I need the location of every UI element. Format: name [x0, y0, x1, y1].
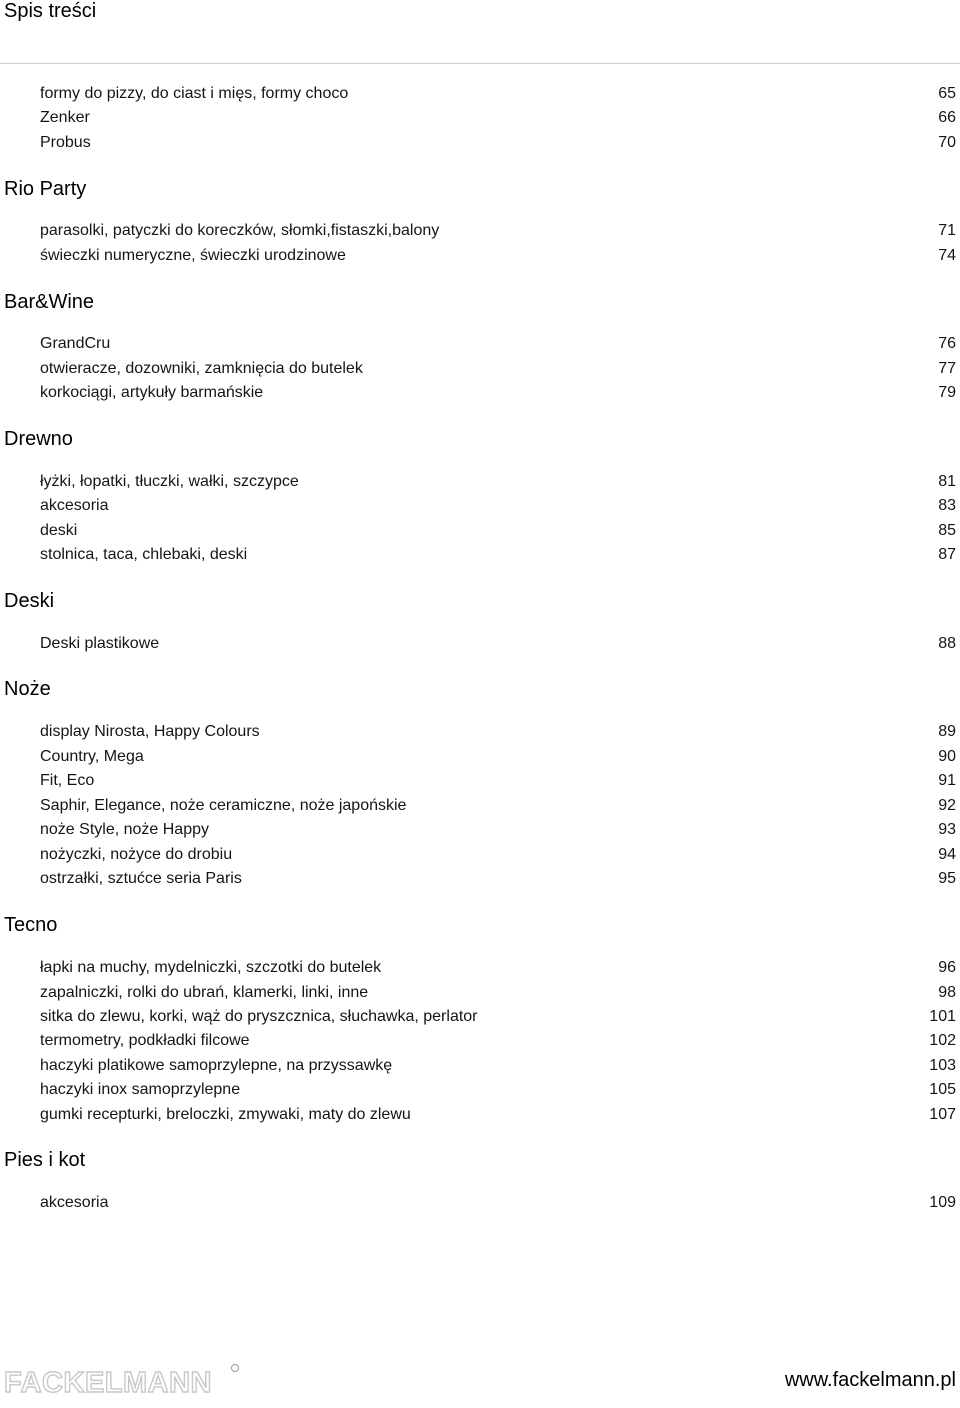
- toc-entry[interactable]: [40, 332, 956, 356]
- toc-entry[interactable]: [40, 82, 956, 106]
- section-heading-noze: Noże: [4, 678, 51, 700]
- toc-entry-label: display Nirosta, Happy Colours: [40, 723, 260, 740]
- section-heading-drewno: Drewno: [4, 428, 73, 450]
- fackelmann-logo: [4, 1362, 240, 1402]
- toc-entry-page: 88: [938, 635, 956, 652]
- toc-entry-page: 87: [938, 546, 956, 563]
- toc-entry[interactable]: [40, 519, 956, 543]
- toc-entry[interactable]: [40, 632, 956, 656]
- toc-entry-label: Fit, Eco: [40, 772, 95, 789]
- toc-entry-page: 70: [938, 134, 956, 151]
- title-divider: [0, 63, 960, 64]
- toc-entry-label: formy do pizzy, do ciast i mięs, formy choco: [40, 85, 349, 102]
- toc-entry-label: Probus: [40, 134, 91, 151]
- toc-entry[interactable]: [40, 867, 956, 891]
- toc-entry[interactable]: [40, 543, 956, 567]
- toc-entry-page: 66: [938, 109, 956, 126]
- toc-entry-label: sitka do zlewu, korki, wąż do pryszcznica, słuchawka, perlator: [40, 1008, 478, 1025]
- toc-entry-label: deski: [40, 522, 78, 539]
- toc-entry-label: stolnica, taca, chlebaki, deski: [40, 546, 248, 563]
- toc-entry-label: parasolki, patyczki do koreczków, słomki,fistaszki,balony: [40, 222, 440, 239]
- toc-entry-page: 105: [929, 1081, 956, 1098]
- toc-entry-page: 92: [938, 797, 956, 814]
- toc-entry-label: haczyki inox samoprzylepne: [40, 1081, 241, 1098]
- toc-entry-label: łapki na muchy, mydelniczki, szczotki do butelek: [40, 959, 382, 976]
- website-url[interactable]: www.fackelmann.pl: [784, 1369, 956, 1391]
- toc-entry[interactable]: [40, 1103, 956, 1127]
- toc-entry-page: 93: [938, 821, 956, 838]
- toc-entry[interactable]: [40, 106, 956, 130]
- toc-entry-page: 103: [929, 1057, 956, 1074]
- toc-entry-label: termometry, podkładki filcowe: [40, 1032, 250, 1049]
- toc-entry[interactable]: [40, 1191, 956, 1215]
- toc-entry-page: 83: [938, 497, 956, 514]
- toc-entry[interactable]: [40, 1054, 956, 1078]
- toc-entry-page: 74: [938, 247, 956, 264]
- toc-entry-page: 101: [929, 1008, 956, 1025]
- logo-wordmark: FACKELMANN: [4, 1367, 212, 1399]
- section-heading-bar-wine: Bar&Wine: [4, 291, 95, 313]
- toc-entry-page: 91: [938, 772, 956, 789]
- toc-entry-page: 96: [938, 959, 956, 976]
- toc-entry-page: 107: [929, 1106, 956, 1123]
- toc-entry[interactable]: [40, 381, 956, 405]
- toc-entry-label: zapalniczki, rolki do ubrań, klamerki, linki, inne: [40, 984, 369, 1001]
- toc-entry-label: haczyki platikowe samoprzylepne, na przyssawkę: [40, 1057, 393, 1074]
- page-title: Spis treści: [4, 0, 97, 22]
- toc-entry-page: 94: [938, 846, 956, 863]
- toc-entry-page: 90: [938, 748, 956, 765]
- section-heading-rio-party: Rio Party: [4, 178, 87, 200]
- toc-entry-label: gumki recepturki, breloczki, zmywaki, maty do zlewu: [40, 1106, 411, 1123]
- section-heading-deski: Deski: [4, 590, 55, 612]
- toc-entry[interactable]: [40, 494, 956, 518]
- toc-entry-label: korkociągi, artykuły barmańskie: [40, 384, 264, 401]
- toc-entry[interactable]: [40, 1005, 956, 1029]
- section-heading-pies-i-kot: Pies i kot: [4, 1149, 86, 1171]
- toc-entry-page: 95: [938, 870, 956, 887]
- toc-entry-label: nożyczki, nożyce do drobiu: [40, 846, 233, 863]
- toc-entry-page: 71: [938, 222, 956, 239]
- toc-entry-label: akcesoria: [40, 497, 109, 514]
- toc-entry-label: Saphir, Elegance, noże ceramiczne, noże japońskie: [40, 797, 407, 814]
- toc-entry[interactable]: [40, 244, 956, 268]
- toc-entry-page: 89: [938, 723, 956, 740]
- toc-entry-page: 102: [929, 1032, 956, 1049]
- toc-entry[interactable]: [40, 1078, 956, 1102]
- registered-mark-icon: [232, 1365, 239, 1372]
- toc-entry[interactable]: [40, 956, 956, 980]
- toc-entry[interactable]: [40, 818, 956, 842]
- toc-entry-label: ostrzałki, sztućce seria Paris: [40, 870, 242, 887]
- toc-entry[interactable]: [40, 1029, 956, 1053]
- toc-entry-label: otwieracze, dozowniki, zamknięcia do butelek: [40, 360, 363, 377]
- toc-entry[interactable]: [40, 794, 956, 818]
- toc-entry-label: Country, Mega: [40, 748, 144, 765]
- toc-entry-label: akcesoria: [40, 1194, 109, 1211]
- toc-entry-page: 77: [938, 360, 956, 377]
- toc-entry[interactable]: [40, 470, 956, 494]
- toc-entry-label: GrandCru: [40, 335, 111, 352]
- toc-entry[interactable]: [40, 843, 956, 867]
- toc-entry-page: 81: [938, 473, 956, 490]
- toc-entry-page: 98: [938, 984, 956, 1001]
- toc-entry-page: 85: [938, 522, 956, 539]
- section-heading-tecno: Tecno: [4, 914, 58, 936]
- toc-entry-page: 65: [938, 85, 956, 102]
- toc-entry[interactable]: [40, 981, 956, 1005]
- toc-entry[interactable]: [40, 219, 956, 243]
- toc-entry-label: świeczki numeryczne, świeczki urodzinowe: [40, 247, 346, 264]
- toc-entry-label: Deski plastikowe: [40, 635, 160, 652]
- toc-entry[interactable]: [40, 745, 956, 769]
- toc-entry-label: Zenker: [40, 109, 90, 126]
- toc-entry[interactable]: [40, 720, 956, 744]
- toc-entry[interactable]: [40, 131, 956, 155]
- toc-entry-label: łyżki, łopatki, tłuczki, wałki, szczypce: [40, 473, 299, 490]
- toc-entry-page: 109: [929, 1194, 956, 1211]
- toc-entry[interactable]: [40, 769, 956, 793]
- toc-entry-page: 76: [938, 335, 956, 352]
- toc-entry-label: noże Style, noże Happy: [40, 821, 209, 838]
- toc-entry[interactable]: [40, 357, 956, 381]
- toc-entry-page: 79: [938, 384, 956, 401]
